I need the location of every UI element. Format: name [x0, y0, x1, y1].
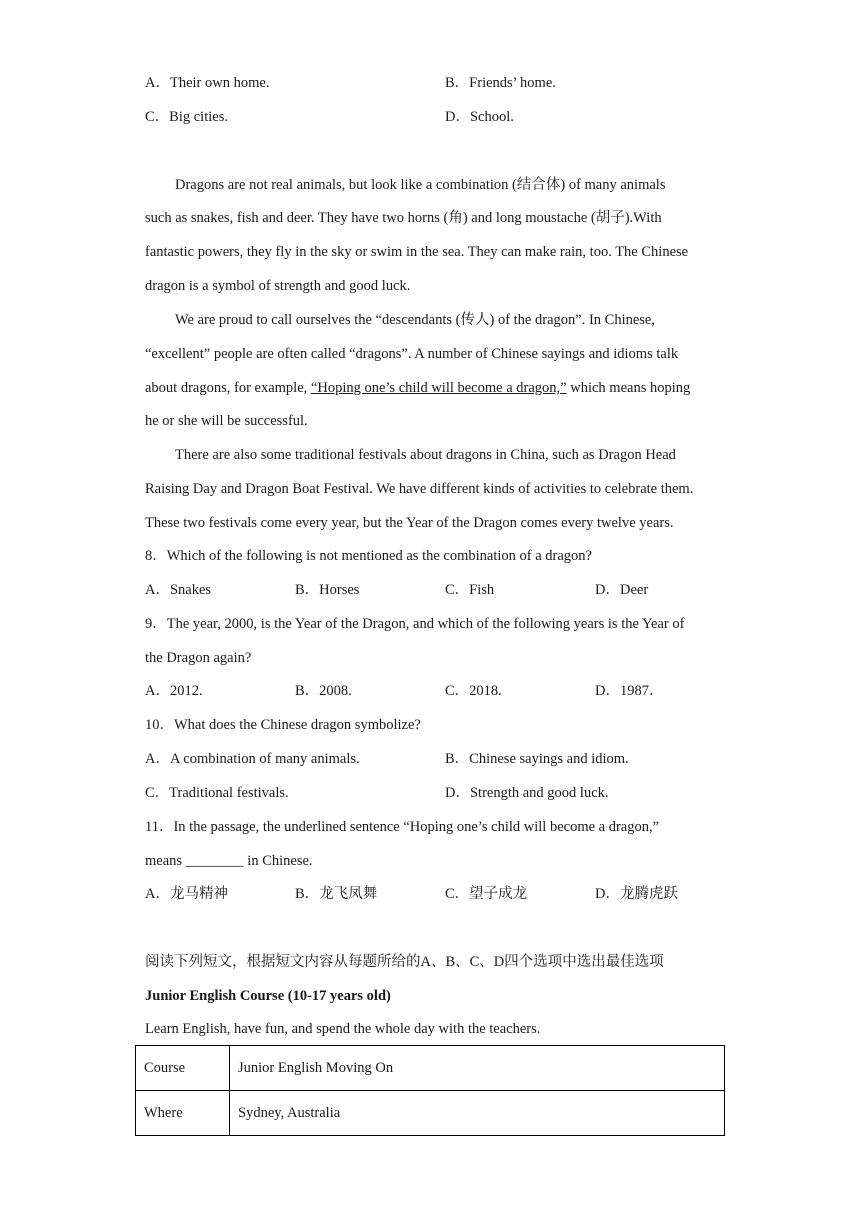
underlined-sentence: “Hoping one’s child will become a dragon,”	[310, 380, 567, 396]
section-title: Junior English Course (10-17 years old)	[145, 988, 391, 1004]
section-intro: Learn English, have fun, and spend the whole day with the teachers.	[145, 1021, 541, 1037]
q9-option-d: D．1987．	[595, 683, 664, 699]
passage-p1-line2: such as snakes, fish and deer. They have two horns (角) and long moustache (胡子).With	[145, 210, 662, 226]
q10-option-d: D．Strength and good luck.	[445, 785, 609, 801]
passage-p1-line3: fantastic powers, they fly in the sky or swim in the sea. They can make rain, too. The Chinese	[145, 244, 689, 260]
q10-option-c: C．Traditional festivals.	[145, 785, 289, 801]
q9-option-a: A．2012.	[145, 683, 203, 699]
q10-option-a: A．A combination of many animals.	[145, 751, 360, 767]
q8-option-b: B．Horses	[295, 582, 360, 598]
passage-p2-line4: he or she will be successful.	[145, 413, 308, 429]
table-row	[136, 1091, 725, 1136]
question-11-stem-line2: means ________ in Chinese.	[145, 853, 313, 869]
passage-p1-line1: Dragons are not real animals, but look like a combination (结合体) of many animals	[175, 177, 666, 193]
q9-option-c: C．2018.	[445, 683, 502, 699]
passage-p3-line1: There are also some traditional festivals about dragons in China, such as Dragon Head	[175, 447, 676, 463]
passage-p2-line3	[145, 378, 690, 398]
option-d: D．School.	[445, 109, 514, 125]
table-value-course: Junior English Moving On	[230, 1046, 725, 1091]
option-c: C．Big cities.	[145, 109, 228, 125]
option-b: B．Friends’ home.	[445, 75, 556, 91]
question-9-stem-line1: 9．The year, 2000, is the Year of the Dragon, and which of the following years is the Year of	[145, 616, 685, 632]
q8-option-a: A．Snakes	[145, 582, 212, 598]
question-8-stem: 8．Which of the following is not mentioned as the combination of a dragon?	[145, 548, 592, 564]
question-11-stem-line1: 11．In the passage, the underlined sentence “Hoping one’s child will become a dragon,”	[145, 819, 660, 835]
q10-option-b: B．Chinese sayings and idiom.	[445, 751, 629, 767]
q8-option-d: D．Deer	[595, 582, 649, 598]
q9-option-b: B．2008.	[295, 683, 352, 699]
question-10-stem: 10．What does the Chinese dragon symbolize?	[145, 717, 421, 733]
q11-option-b: B．龙飞凤舞	[295, 886, 378, 902]
course-table	[135, 1045, 725, 1136]
passage-p3-line3: These two festivals come every year, but the Year of the Dragon comes every twelve years.	[145, 515, 674, 531]
passage-text: about dragons, for example,	[145, 380, 311, 396]
passage-p1-line4: dragon is a symbol of strength and good luck.	[145, 278, 411, 294]
passage-text: which means hoping	[566, 380, 691, 396]
q11-option-d: D．龙腾虎跃	[595, 886, 678, 902]
option-a: A．Their own home.	[145, 75, 270, 91]
table-key-where: Where	[136, 1091, 230, 1136]
passage-p3-line2: Raising Day and Dragon Boat Festival. We have different kinds of activities to celebrate them.	[145, 481, 694, 497]
table-row	[136, 1046, 725, 1091]
section-instruction: 阅读下列短文，根据短文内容从每题所给的A、B、C、D四个选项中选出最佳选项	[145, 954, 664, 970]
q8-option-c: C．Fish	[445, 582, 495, 598]
passage-p2-line2: “excellent” people are often called “dragons”. A number of Chinese sayings and idioms talk	[145, 346, 679, 362]
q11-option-c: C．望子成龙	[445, 886, 528, 902]
table-key-course: Course	[136, 1046, 230, 1091]
passage-p2-line1: We are proud to call ourselves the “descendants (传人) of the dragon”. In Chinese,	[175, 312, 655, 328]
q11-option-a: A．龙马精神	[145, 886, 228, 902]
table-value-where: Sydney, Australia	[230, 1091, 725, 1136]
question-9-stem-line2: the Dragon again?	[145, 650, 252, 666]
